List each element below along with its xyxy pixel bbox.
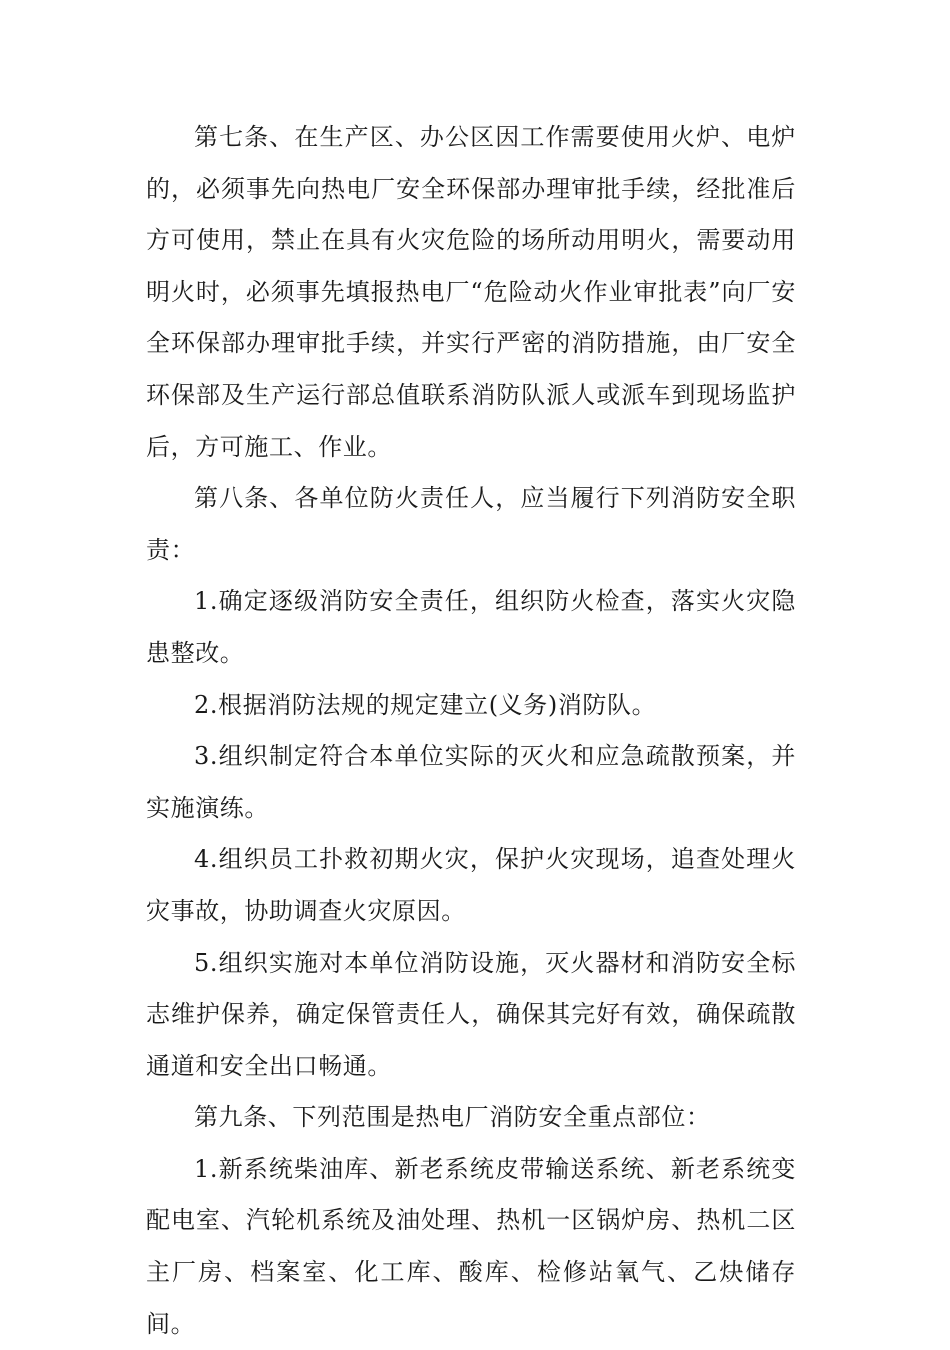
article-9-heading: 第九条、下列范围是热电厂消防安全重点部位： (194, 1103, 711, 1132)
article-8-heading: 第八条、各单位防火责任人，应当履行下列消防安全职责： (146, 484, 796, 564)
article-8-item-2: 2.根据消防法规的规定建立(义务)消防队。 (194, 690, 657, 719)
article-7-paragraph: 第七条、在生产区、办公区因工作需要使用火炉、电炉的，必须事先向热电厂安全环保部办理审批手续，经批准后方可使用，禁止在具有火灾危险的场所动用明火，需要动用明火时，必须事先填报热电厂“危险动火作业审批表”向厂安全环保部办理审批手续，并实行严密的消防措施，由厂安全环保部及生产运行部总值联系消防队派人或派车到现场监护后，方可施工、作业。 (146, 123, 796, 461)
article-8-item-3: 3.组织制定符合本单位实际的灭火和应急疏散预案，并实施演练。 (146, 742, 796, 822)
document-body (146, 112, 796, 1350)
article-8-item-1: 1.确定逐级消防安全责任，组织防火检查，落实火灾隐患整改。 (146, 587, 796, 667)
article-9-item-1: 1.新系统柴油库、新老系统皮带输送系统、新老系统变配电室、汽轮机系统及油处理、热机一区锅炉房、热机二区主厂房、档案室、化工库、酸库、检修站氧气、乙炔储存间。 (146, 1154, 796, 1338)
article-8-item-4: 4.组织员工扑救初期火灾，保护火灾现场，追查处理火灾事故，协助调查火灾原因。 (146, 845, 796, 925)
article-8-item-5: 5.组织实施对本单位消防设施，灭火器材和消防安全标志维护保养，确定保管责任人，确保其完好有效，确保疏散通道和安全出口畅通。 (146, 948, 796, 1080)
